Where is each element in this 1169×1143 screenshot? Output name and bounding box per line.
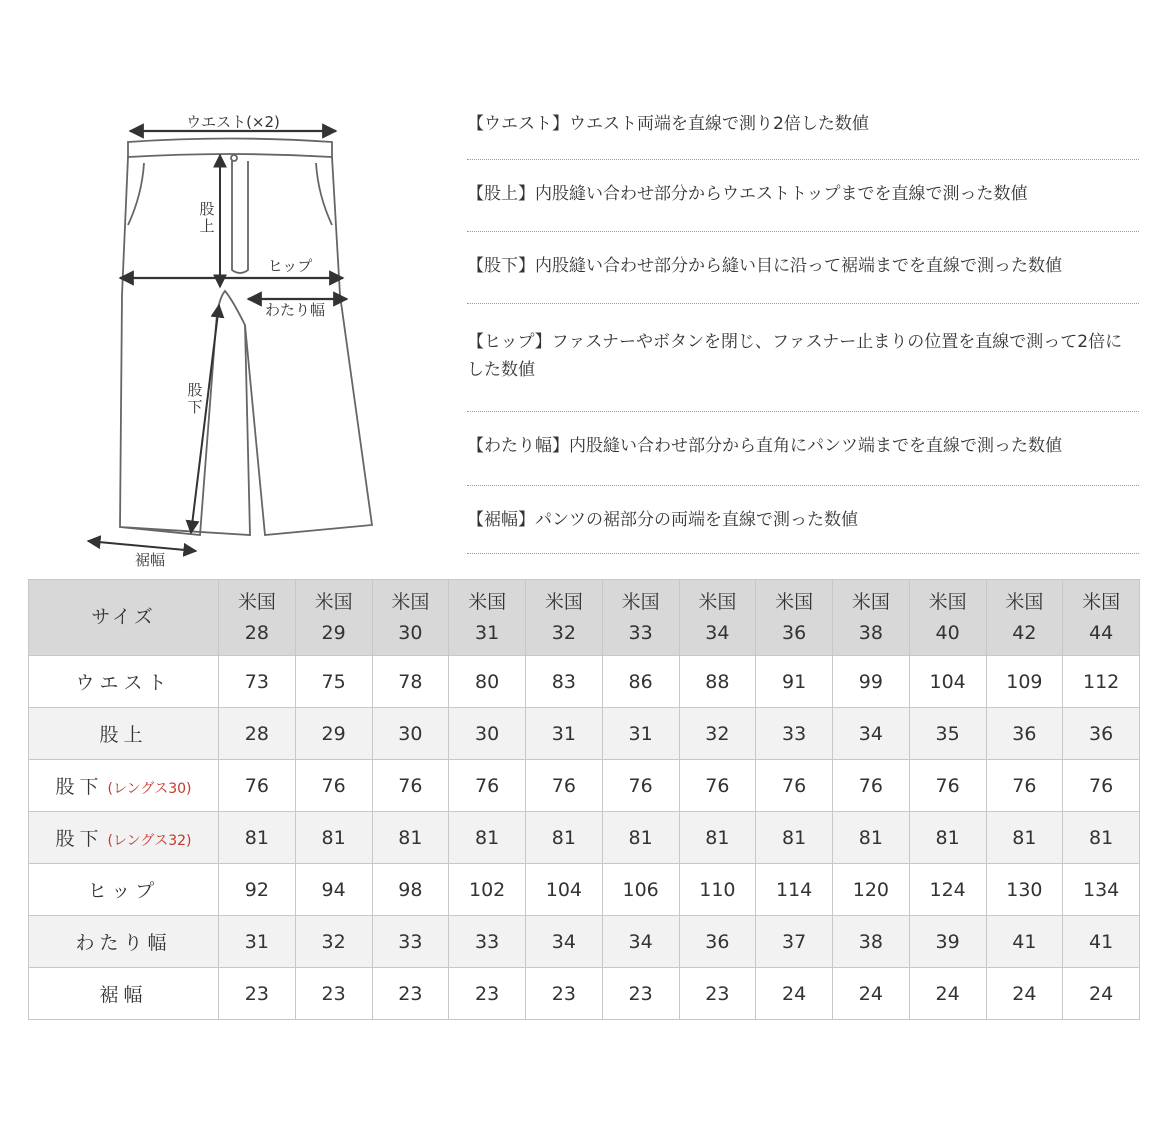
table-cell: 23 xyxy=(295,968,372,1020)
table-cell: 36 xyxy=(679,916,756,968)
size-prefix: 米国 xyxy=(928,590,967,613)
pants-outline xyxy=(120,139,372,536)
table-cell: 76 xyxy=(909,760,986,812)
size-value: 33 xyxy=(628,621,653,644)
size-value: 34 xyxy=(705,621,730,644)
table-cell: 23 xyxy=(219,968,296,1020)
table-cell: 34 xyxy=(602,916,679,968)
table-cell: 92 xyxy=(219,864,296,916)
size-column-header xyxy=(756,580,833,656)
table-cell: 24 xyxy=(909,968,986,1020)
hem-arrow xyxy=(88,541,196,551)
table-cell: 130 xyxy=(986,864,1063,916)
table-cell: 31 xyxy=(526,708,603,760)
table-cell: 38 xyxy=(833,916,910,968)
size-prefix: 米国 xyxy=(621,590,660,613)
size-value: 31 xyxy=(475,621,500,644)
table-cell: 32 xyxy=(295,916,372,968)
hem-label: 裾幅 xyxy=(134,551,166,569)
table-cell: 104 xyxy=(526,864,603,916)
size-corner-label: サイズ xyxy=(29,580,219,656)
size-prefix: 米国 xyxy=(237,590,276,613)
row-label-sub: (レングス30) xyxy=(107,781,192,797)
size-column-header xyxy=(602,580,679,656)
table-row xyxy=(29,812,1140,864)
row-label-text: ヒップ xyxy=(87,880,160,902)
row-label-sub: (レングス32) xyxy=(107,833,192,849)
row-label xyxy=(29,864,219,916)
table-cell: 76 xyxy=(449,760,526,812)
table-cell: 76 xyxy=(756,760,833,812)
table-cell: 23 xyxy=(526,968,603,1020)
table-cell: 76 xyxy=(295,760,372,812)
table-cell: 39 xyxy=(909,916,986,968)
table-cell: 102 xyxy=(449,864,526,916)
row-label-text: 股上 xyxy=(99,724,148,746)
row-label-text: 股下 xyxy=(55,828,104,850)
definition-thigh: 【わたり幅】内股縫い合わせ部分から直角にパンツ端までを直線で測った数値 xyxy=(467,412,1139,486)
row-label xyxy=(29,708,219,760)
table-cell: 24 xyxy=(833,968,910,1020)
pants-measurement-diagram xyxy=(60,95,400,575)
size-value: 44 xyxy=(1089,621,1114,644)
table-cell: 81 xyxy=(526,812,603,864)
table-cell: 106 xyxy=(602,864,679,916)
table-cell: 37 xyxy=(756,916,833,968)
table-cell: 75 xyxy=(295,656,372,708)
table-cell: 99 xyxy=(833,656,910,708)
table-cell: 30 xyxy=(449,708,526,760)
measurement-definitions xyxy=(467,100,1139,554)
row-label xyxy=(29,656,219,708)
definition-rise: 【股上】内股縫い合わせ部分からウエストトップまでを直線で測った数値 xyxy=(467,160,1139,232)
table-cell: 91 xyxy=(756,656,833,708)
size-header-row xyxy=(29,580,1140,656)
table-row xyxy=(29,708,1140,760)
table-cell: 29 xyxy=(295,708,372,760)
table-cell: 23 xyxy=(449,968,526,1020)
table-cell: 31 xyxy=(219,916,296,968)
size-prefix: 米国 xyxy=(468,590,507,613)
size-value: 36 xyxy=(782,621,807,644)
definition-waist: 【ウエスト】ウエスト両端を直線で測り2倍した数値 xyxy=(467,100,1139,160)
size-column-header xyxy=(372,580,449,656)
table-cell: 32 xyxy=(679,708,756,760)
table-cell: 86 xyxy=(602,656,679,708)
table-cell: 76 xyxy=(219,760,296,812)
table-cell: 78 xyxy=(372,656,449,708)
size-prefix: 米国 xyxy=(314,590,353,613)
size-column-header xyxy=(679,580,756,656)
table-cell: 81 xyxy=(756,812,833,864)
table-cell: 81 xyxy=(909,812,986,864)
table-cell: 76 xyxy=(372,760,449,812)
table-cell: 134 xyxy=(1063,864,1140,916)
size-value: 30 xyxy=(398,621,423,644)
size-column-header xyxy=(1063,580,1140,656)
definition-inseam: 【股下】内股縫い合わせ部分から縫い目に沿って裾端までを直線で測った数値 xyxy=(467,232,1139,304)
table-cell: 76 xyxy=(526,760,603,812)
size-value: 38 xyxy=(858,621,883,644)
thigh-label: わたり幅 xyxy=(264,301,326,319)
table-row xyxy=(29,656,1140,708)
table-cell: 124 xyxy=(909,864,986,916)
definition-hem: 【裾幅】パンツの裾部分の両端を直線で測った数値 xyxy=(467,486,1139,554)
table-cell: 41 xyxy=(986,916,1063,968)
table-cell: 28 xyxy=(219,708,296,760)
size-column-header xyxy=(449,580,526,656)
inseam-label: 股下 xyxy=(187,381,203,416)
table-cell: 109 xyxy=(986,656,1063,708)
table-cell: 83 xyxy=(526,656,603,708)
table-cell: 104 xyxy=(909,656,986,708)
table-cell: 33 xyxy=(756,708,833,760)
rise-label: 股上 xyxy=(199,200,215,235)
size-column-header xyxy=(526,580,603,656)
table-cell: 120 xyxy=(833,864,910,916)
table-row xyxy=(29,916,1140,968)
size-value: 40 xyxy=(935,621,960,644)
size-column-header xyxy=(833,580,910,656)
table-cell: 35 xyxy=(909,708,986,760)
table-row xyxy=(29,760,1140,812)
table-cell: 24 xyxy=(1063,968,1140,1020)
size-value: 28 xyxy=(244,621,269,644)
table-cell: 31 xyxy=(602,708,679,760)
table-cell: 81 xyxy=(679,812,756,864)
table-row xyxy=(29,968,1140,1020)
size-prefix: 米国 xyxy=(1005,590,1044,613)
row-label xyxy=(29,916,219,968)
table-cell: 34 xyxy=(833,708,910,760)
size-prefix: 米国 xyxy=(851,590,890,613)
table-cell: 112 xyxy=(1063,656,1140,708)
size-value: 29 xyxy=(321,621,346,644)
size-prefix: 米国 xyxy=(698,590,737,613)
size-value: 42 xyxy=(1012,621,1037,644)
table-cell: 88 xyxy=(679,656,756,708)
row-label-text: 裾幅 xyxy=(99,984,148,1006)
size-prefix: 米国 xyxy=(775,590,814,613)
table-cell: 81 xyxy=(602,812,679,864)
table-cell: 73 xyxy=(219,656,296,708)
table-cell: 81 xyxy=(1063,812,1140,864)
size-prefix: 米国 xyxy=(391,590,430,613)
table-cell: 76 xyxy=(679,760,756,812)
table-cell: 24 xyxy=(986,968,1063,1020)
table-cell: 114 xyxy=(756,864,833,916)
size-column-header xyxy=(909,580,986,656)
table-cell: 33 xyxy=(372,916,449,968)
table-cell: 41 xyxy=(1063,916,1140,968)
table-cell: 110 xyxy=(679,864,756,916)
table-cell: 81 xyxy=(219,812,296,864)
size-prefix: 米国 xyxy=(544,590,583,613)
table-cell: 30 xyxy=(372,708,449,760)
table-cell: 76 xyxy=(833,760,910,812)
table-cell: 34 xyxy=(526,916,603,968)
size-prefix: 米国 xyxy=(1082,590,1121,613)
size-column-header xyxy=(219,580,296,656)
table-cell: 23 xyxy=(679,968,756,1020)
size-column-header xyxy=(295,580,372,656)
row-label-text: ウエスト xyxy=(75,672,172,694)
size-table-body xyxy=(29,656,1140,1020)
table-cell: 80 xyxy=(449,656,526,708)
table-cell: 36 xyxy=(986,708,1063,760)
table-cell: 94 xyxy=(295,864,372,916)
hip-label: ヒップ xyxy=(267,257,313,275)
table-cell: 98 xyxy=(372,864,449,916)
row-label-text: わたり幅 xyxy=(75,932,172,954)
inseam-arrow xyxy=(191,305,219,533)
row-label-text: 股下 xyxy=(55,776,104,798)
table-cell: 81 xyxy=(449,812,526,864)
table-cell: 76 xyxy=(1063,760,1140,812)
definition-hip: 【ヒップ】ファスナーやボタンを閉じ、ファスナー止まりの位置を直線で測って2倍にした数値 xyxy=(467,304,1139,412)
table-cell: 33 xyxy=(449,916,526,968)
row-label xyxy=(29,812,219,864)
table-cell: 24 xyxy=(756,968,833,1020)
row-label xyxy=(29,760,219,812)
table-cell: 23 xyxy=(602,968,679,1020)
row-label xyxy=(29,968,219,1020)
table-cell: 76 xyxy=(986,760,1063,812)
table-cell: 23 xyxy=(372,968,449,1020)
table-cell: 81 xyxy=(295,812,372,864)
size-value: 32 xyxy=(551,621,576,644)
table-cell: 76 xyxy=(602,760,679,812)
table-cell: 81 xyxy=(372,812,449,864)
waist-label: ウエスト(×2) xyxy=(186,113,280,131)
table-row xyxy=(29,864,1140,916)
size-table xyxy=(28,579,1140,1020)
table-cell: 36 xyxy=(1063,708,1140,760)
size-column-header xyxy=(986,580,1063,656)
table-cell: 81 xyxy=(986,812,1063,864)
table-cell: 81 xyxy=(833,812,910,864)
